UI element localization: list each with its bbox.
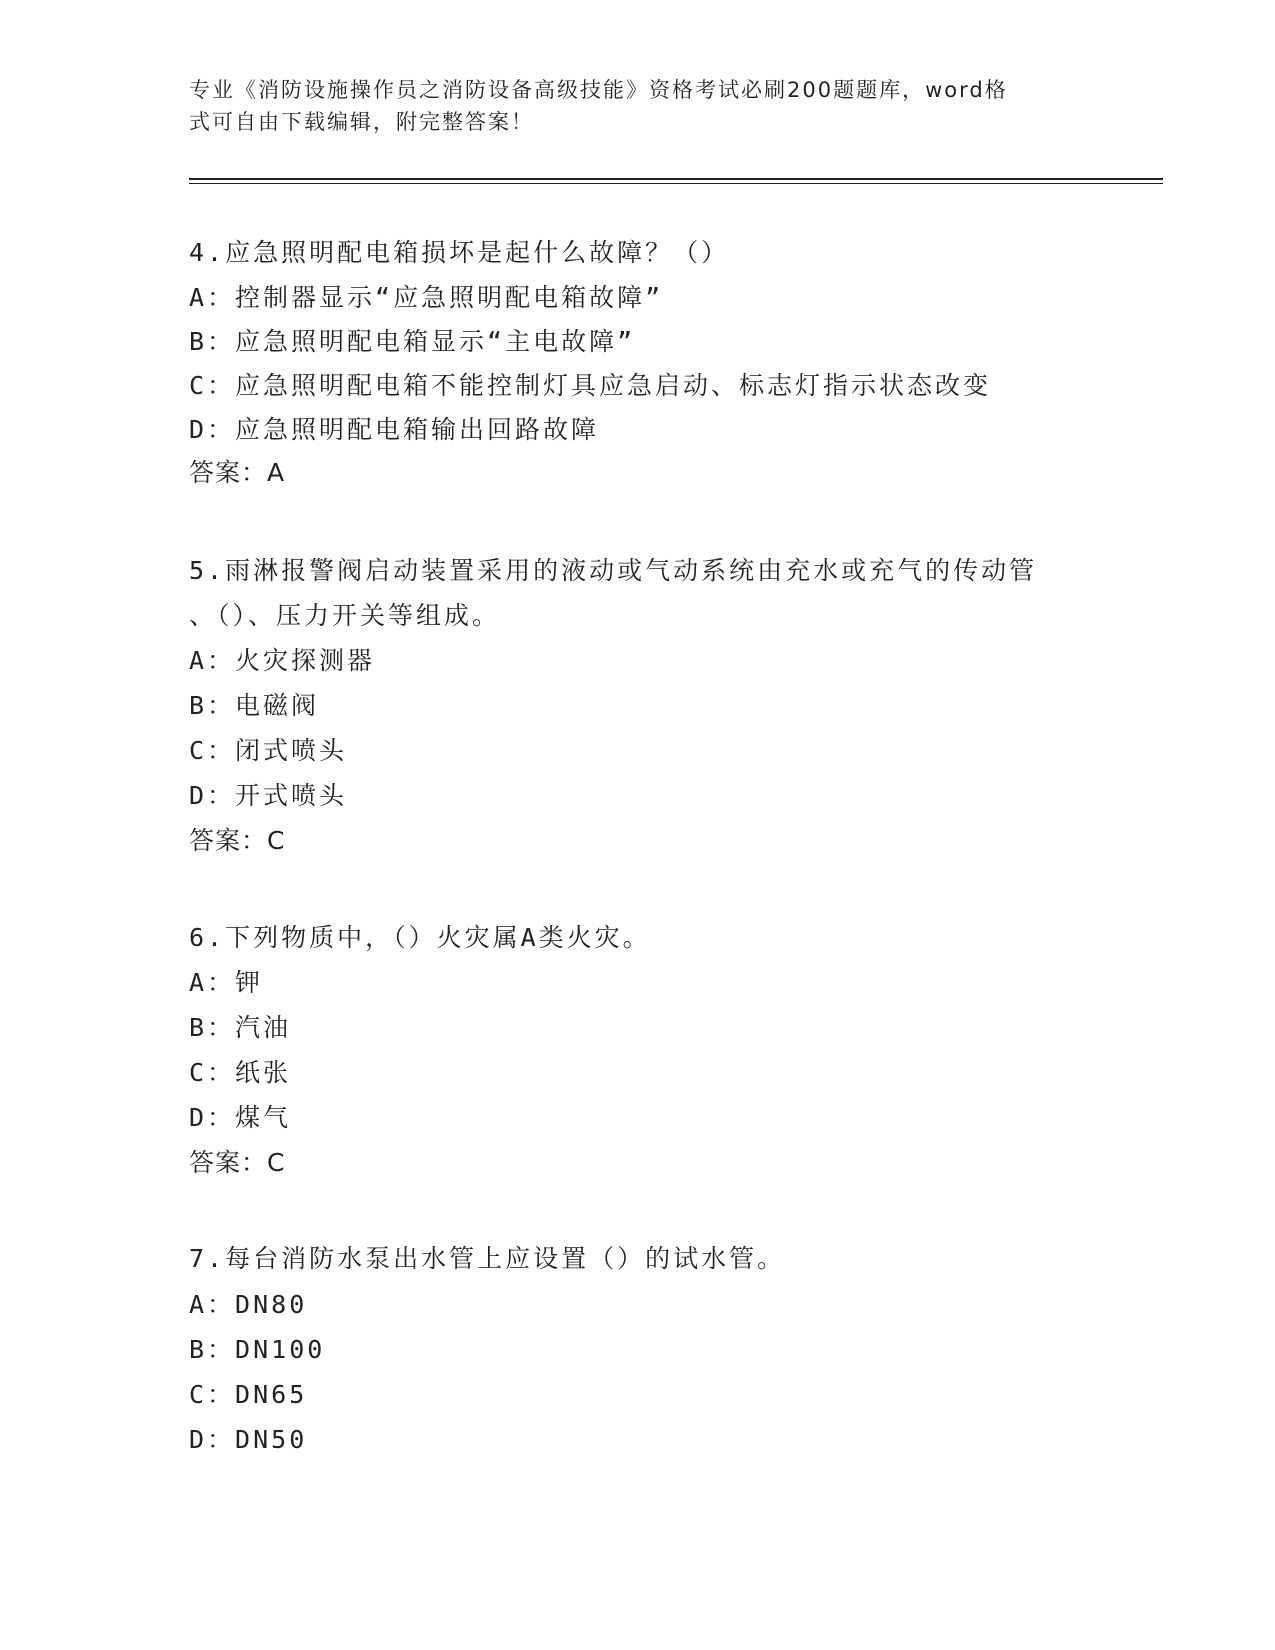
header-divider-thin — [189, 183, 1163, 184]
question-6-option-c: C：纸张 — [189, 1058, 292, 1087]
document-header — [189, 74, 1089, 138]
question-5-answer: 答案：C — [189, 826, 286, 855]
question-4-option-b: B：应急照明配电箱显示“主电故障” — [189, 327, 636, 356]
question-5-option-b: B：电磁阀 — [189, 691, 320, 720]
question-4-option-d: D：应急照明配电箱输出回路故障 — [189, 415, 600, 444]
question-5-stem-continued: 、（）、压力开关等组成。 — [189, 601, 501, 630]
question-6-answer: 答案：C — [189, 1148, 286, 1177]
question-7-option-a: A：DN80 — [189, 1290, 308, 1319]
question-6-option-d: D：煤气 — [189, 1103, 292, 1132]
question-4-option-c: C：应急照明配电箱不能控制灯具应急启动、标志灯指示状态改变 — [189, 371, 992, 400]
question-5-stem: 5.雨淋报警阀启动装置采用的液动或气动系统由充水或充气的传动管 — [189, 556, 1038, 585]
question-4-stem: 4.应急照明配电箱损坏是起什么故障？（） — [189, 238, 730, 267]
question-4-answer: 答案：A — [189, 458, 286, 487]
question-7-stem: 7.每台消防水泵出水管上应设置（）的试水管。 — [189, 1244, 786, 1273]
question-6-stem: 6.下列物质中，（）火灾属A类火灾。 — [189, 923, 651, 952]
question-7-option-b: B：DN100 — [189, 1335, 326, 1364]
question-5-option-d: D：开式喷头 — [189, 781, 348, 810]
question-6-option-a: A：钾 — [189, 968, 264, 997]
question-6-option-b: B：汽油 — [189, 1013, 292, 1042]
question-5-option-c: C：闭式喷头 — [189, 736, 348, 765]
question-7-option-c: C：DN65 — [189, 1380, 308, 1409]
question-7-option-d: D：DN50 — [189, 1425, 308, 1454]
header-line-1: 专业《消防设施操作员之消防设备高级技能》资格考试必刷200题题库，word格 — [189, 78, 1008, 102]
header-line-2: 式可自由下载编辑，附完整答案！ — [189, 110, 534, 134]
question-5-option-a: A：火灾探测器 — [189, 646, 376, 675]
question-4-option-a: A：控制器显示“应急照明配电箱故障” — [189, 283, 664, 312]
header-divider — [189, 178, 1163, 180]
